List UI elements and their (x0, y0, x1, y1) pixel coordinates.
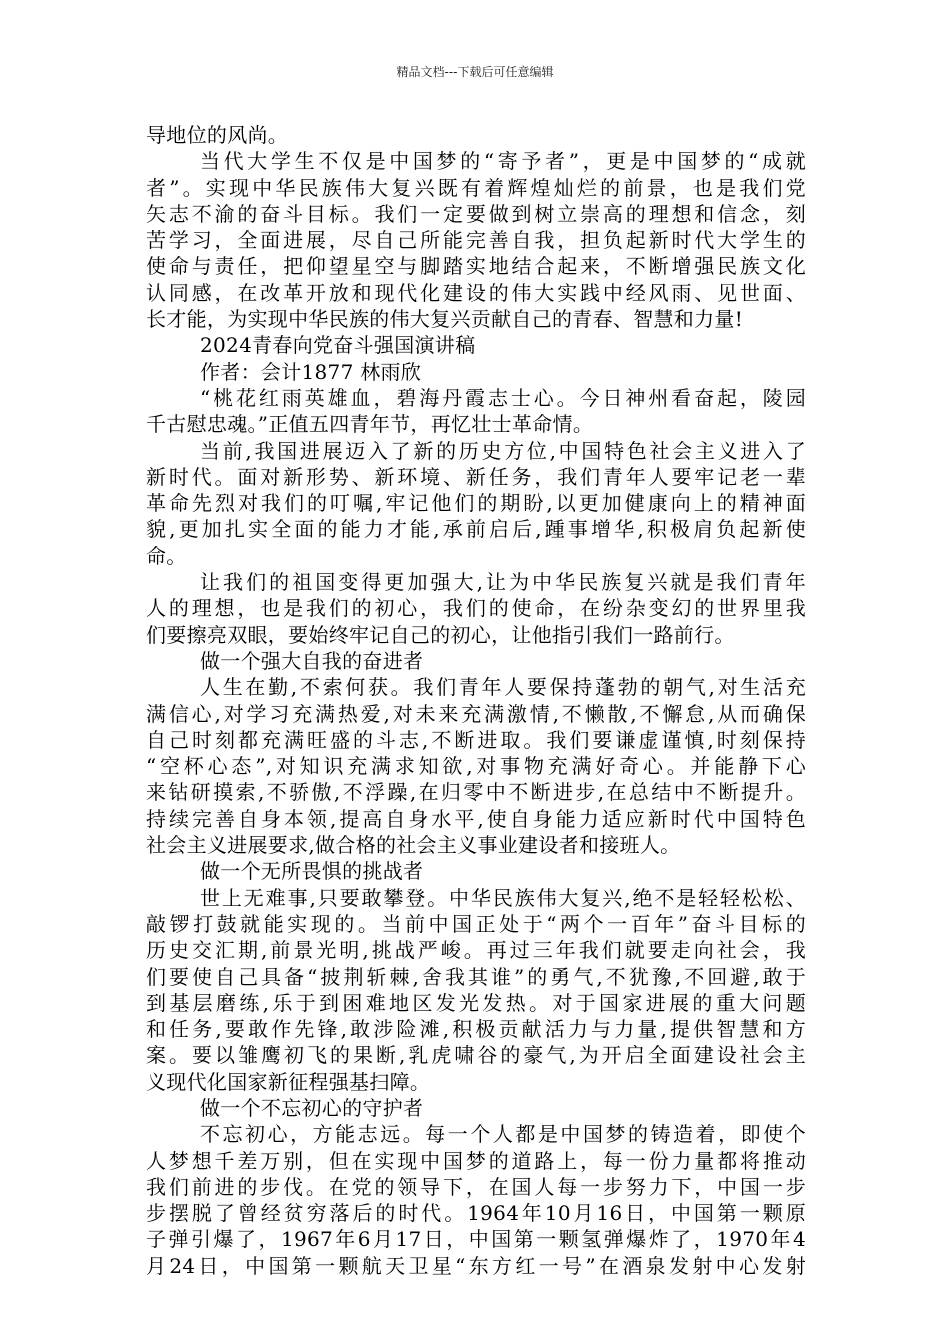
paragraph (146, 122, 806, 148)
text-line: 历史交汇期,前景光明,挑战严峻。再过三年我们就要走向社会，我 (146, 938, 806, 963)
text-line: 社会主义进展要求,做合格的社会主义事业建设者和接班人。 (146, 833, 681, 858)
text-line: 认同感，在改革开放和现代化建设的伟大实践中经风雨、见世面、 (146, 280, 806, 305)
paragraph (146, 1121, 806, 1279)
text-line: 满信心,对学习充满热爱,对未来充满激情,不懒散,不懈怠,从而确保 (146, 701, 806, 726)
text-line: 子弹引爆了，1967年6月17日，中国第一颗氢弹爆炸了，1970年4 (146, 1227, 806, 1252)
text-line: 2024青春向党奋斗强国演讲稿 (200, 333, 476, 358)
text-line: 自己时刻都充满旺盛的斗志,不断进取。我们要谦虚谨慎,时刻保持 (146, 727, 806, 752)
section-heading (146, 648, 806, 674)
text-line: 做一个无所畏惧的挑战者 (200, 859, 424, 884)
text-line: 使命与责任，把仰望星空与脚踏实地结合起来，不断增强民族文化 (146, 254, 806, 279)
text-line: 世上无难事,只要敢攀登。中华民族伟大复兴,绝不是轻轻松松、 (200, 885, 806, 910)
text-line: 貌,更加扎实全面的能力才能,承前启后,踵事增华,积极肩负起新使 (146, 517, 806, 542)
text-line: 来钻研摸索,不骄傲,不浮躁,在归零中不断进步,在总结中不断提升。 (146, 780, 806, 805)
text-line: 持续完善自身本领,提高自身水平,使自身能力适应新时代中国特色 (146, 806, 806, 831)
text-line: 苦学习，全面进展，尽自己所能完善自我，担负起新时代大学生的 (146, 228, 806, 253)
text-line: 作者：会计1877 林雨欣 (200, 359, 422, 384)
paragraph (146, 569, 806, 648)
speech-title (146, 332, 806, 358)
text-line: 导地位的风尚。 (146, 123, 289, 147)
paragraph (146, 885, 806, 1095)
text-line: 月24日，中国第一颗航天卫星“东方红一号”在酒泉发射中心发射 (146, 1253, 806, 1278)
paragraph (146, 385, 806, 438)
text-line: 们要使自己具备“披荆斩棘,舍我其谁”的勇气,不犹豫,不回避,敢于 (146, 964, 806, 989)
paragraph (146, 148, 806, 332)
text-line: 敲锣打鼓就能实现的。当前中国正处于“两个一百年”奋斗目标的 (146, 911, 806, 936)
text-line: 义现代化国家新征程强基扫障。 (146, 1069, 431, 1094)
text-line: 和任务,要敢作先锋,敢涉险滩,积极贡献活力与力量,提供智慧和方 (146, 1017, 806, 1042)
author-line (146, 359, 806, 385)
document-body (146, 122, 806, 1279)
text-line: 当代大学生不仅是中国梦的“寄予者”，更是中国梦的“成就 (200, 149, 806, 174)
text-line: “空杯心态”,对知识充满求知欲,对事物充满好奇心。并能静下心 (146, 754, 806, 779)
text-line: 新时代。面对新形势、新环境、新任务，我们青年人要牢记老一辈 (146, 464, 806, 489)
text-line: 矢志不渝的奋斗目标。我们一定要做到树立崇高的理想和信念，刻 (146, 201, 806, 226)
text-line: 人的理想，也是我们的初心，我们的使命，在纷杂变幻的世界里我 (146, 596, 806, 621)
text-line: “桃花红雨英雄血，碧海丹霞志士心。今日神州看奋起，陵园 (200, 385, 806, 410)
text-line: 步摆脱了曾经贫穷落后的时代。1964年10月16日，中国第一颗原 (146, 1201, 806, 1226)
section-heading (146, 858, 806, 884)
text-line: 长才能，为实现中华民族的伟大复兴贡献自己的青春、智慧和力量! (146, 307, 744, 332)
paragraph (146, 674, 806, 858)
text-line: 案。要以雏鹰初飞的果断,乳虎啸谷的豪气,为开启全面建设社会主 (146, 1043, 806, 1068)
text-line: 做一个不忘初心的守护者 (200, 1095, 424, 1120)
text-line: 者”。实现中华民族伟大复兴既有着辉煌灿烂的前景，也是我们党 (146, 175, 806, 200)
text-line: 革命先烈对我们的叮嘱,牢记他们的期盼,以更加健康向上的精神面 (146, 491, 806, 516)
paragraph (146, 438, 806, 569)
text-line: 当前,我国进展迈入了新的历史方位,中国特色社会主义进入了 (200, 438, 806, 463)
text-line: 让我们的祖国变得更加强大,让为中华民族复兴就是我们青年 (200, 570, 806, 595)
text-line: 千古慰忠魂。”正值五四青年节，再忆壮士革命情。 (146, 412, 594, 437)
text-line: 命。 (146, 543, 187, 568)
text-line: 人梦想千差万别，但在实现中国梦的道路上，每一份力量都将推动 (146, 1148, 806, 1173)
text-line: 人生在勤,不索何获。我们青年人要保持蓬勃的朝气,对生活充 (200, 675, 806, 700)
text-line: 们要擦亮双眼，要始终牢记自己的初心，让他指引我们一路前行。 (146, 622, 735, 647)
page-header: 精品文档---下载后可任意编辑 (396, 65, 554, 79)
text-line: 到基层磨练,乐于到困难地区发光发热。对于国家进展的重大问题 (146, 990, 806, 1015)
text-line: 做一个强大自我的奋进者 (200, 648, 424, 673)
text-line: 不忘初心，方能志远。每一个人都是中国梦的铸造着，即使个 (200, 1122, 806, 1147)
text-line: 我们前进的步伐。在党的领导下，在国人每一步努力下，中国一步 (146, 1174, 806, 1199)
section-heading (146, 1095, 806, 1121)
